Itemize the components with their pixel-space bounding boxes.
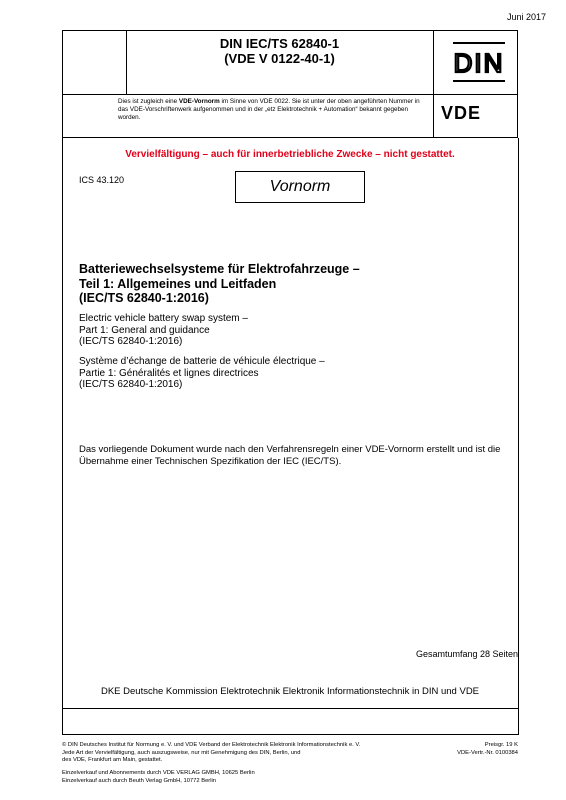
din-logo: [453, 42, 505, 82]
publication-date: Juni 2017: [506, 12, 546, 22]
divider: [62, 708, 519, 709]
frame-line: [62, 138, 63, 734]
title-french: Système d’échange de batterie de véhicule électrique – Partie 1: Généralités et lignes directrices (IEC/TS 62840-1:2016): [79, 356, 325, 390]
frame-line: [62, 734, 519, 735]
divider: [433, 30, 434, 138]
vde-logo: VDE: [441, 103, 482, 123]
document-number-din: DIN IEC/TS 62840-1: [219, 36, 340, 51]
dke-line: DKE Deutsche Kommission Elektrotechnik Elektronik Informationstechnik in DIN und VDE: [100, 686, 480, 697]
frame-line: [518, 138, 519, 734]
copyright-notice: © DIN Deutsches Institut für Normung e. V. und VDE Verband der Elektrotechnik Elektronik Informationstechnik e. V. Jede Art der Vervielfältigung, auch auszugsweise, nur mit Genehmigung des DIN, Berlin, und des VDE, Frankfurt am Main, gestattet.: [62, 742, 361, 764]
title-german: Batteriewechselsysteme für Elektrofahrzeuge – Teil 1: Allgemeines und Leitfaden (IEC/TS 62840-1:2016): [79, 262, 360, 305]
price-info: Preisgr. 19 K VDE-Vertr.-Nr. 0100384: [457, 742, 518, 756]
sales-info: Einzelverkauf und Abonnements durch VDE VERLAG GMBH, 10625 Berlin Einzelverkauf auch durch Beuth Verlag GmbH, 10772 Berlin: [62, 770, 255, 785]
title-english: Electric vehicle battery swap system – Part 1: General and guidance (IEC/TS 62840-1:2016): [79, 313, 248, 347]
document-description: Das vorliegende Dokument wurde nach den Verfahrensregeln einer VDE-Vornorm erstellt und ist die Übernahme einer Technischen Spezifikation der IEC (IEC/TS).: [79, 444, 501, 467]
divider: [62, 94, 518, 95]
svg-text:DIN: DIN: [453, 48, 505, 78]
vde-note: Dies ist zugleich eine VDE-Vornorm im Sinne von VDE 0022. Sie ist unter der oben angeführten Nummer in das VDE-Vorschriftenwerk aufgenommen und in der „etz Elektrotechnik + Automation“ bekannt gegeben worden.: [118, 98, 420, 122]
document-number-vde: (VDE V 0122-40-1): [224, 51, 335, 66]
total-pages: Gesamtumfang 28 Seiten: [415, 649, 518, 659]
standard-type-box: Vornorm: [235, 171, 365, 203]
ics-code: ICS 43.120: [79, 175, 125, 185]
reproduction-notice: Vervielfältigung – auch für innerbetriebliche Zwecke – nicht gestattet.: [125, 149, 455, 160]
document-number: [126, 36, 433, 66]
